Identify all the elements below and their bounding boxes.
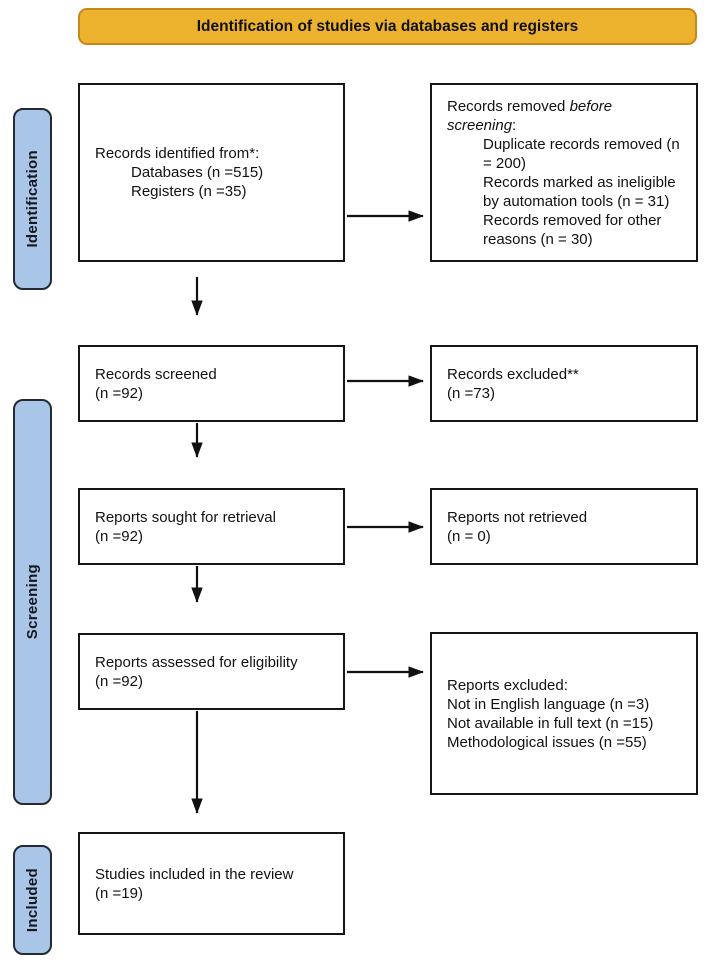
stage-included-text: Included bbox=[24, 867, 41, 933]
box-studies-included bbox=[78, 832, 345, 935]
records-excluded-line2: (n =73) bbox=[447, 384, 495, 402]
reports-not-retrieved-line2: (n = 0) bbox=[447, 527, 491, 545]
records-identified-heading: Records identified from*: bbox=[95, 145, 260, 162]
reports-assessed-line1: Reports assessed for eligibility bbox=[95, 653, 298, 671]
diagram-title-text: Identification of studies via databases and registers bbox=[196, 17, 579, 35]
records-removed-item: Records marked as ineligible by automation tools (n = 31) bbox=[483, 173, 676, 210]
box-records-screened bbox=[78, 345, 345, 422]
box-reports-excluded bbox=[430, 632, 698, 795]
box-reports-sought bbox=[78, 488, 345, 565]
box-records-identified bbox=[78, 83, 345, 262]
stage-label-screening bbox=[13, 399, 52, 805]
records-removed-heading bbox=[447, 97, 680, 135]
stage-label-included bbox=[13, 845, 52, 955]
records-identified-item: Databases (n =515) bbox=[131, 164, 264, 181]
box-reports-assessed bbox=[78, 633, 345, 710]
diagram-title-banner bbox=[78, 8, 697, 45]
stage-identification-text: Identification bbox=[24, 150, 41, 248]
reports-excluded-item: Not available in full text (n =15) bbox=[447, 714, 654, 732]
reports-excluded-item: Not in English language (n =3) bbox=[447, 695, 650, 713]
reports-sought-line2: (n =92) bbox=[95, 527, 143, 545]
records-removed-heading-suffix: : bbox=[512, 116, 517, 134]
box-reports-not-retrieved bbox=[430, 488, 698, 565]
records-identified-item: Registers (n =35) bbox=[131, 183, 247, 200]
reports-not-retrieved-line1: Reports not retrieved bbox=[447, 508, 588, 526]
studies-included-line2: (n =19) bbox=[95, 884, 143, 902]
studies-included-line1: Studies included in the review bbox=[95, 865, 294, 883]
reports-excluded-item: Methodological issues (n =55) bbox=[447, 733, 647, 751]
stage-screening-text: Screening bbox=[24, 564, 41, 640]
stage-label-identification bbox=[13, 108, 52, 290]
records-removed-heading-italic: before screening bbox=[447, 97, 613, 134]
box-records-removed bbox=[430, 83, 698, 262]
records-removed-item: Records removed for other reasons (n = 30) bbox=[483, 211, 662, 248]
records-excluded-line1: Records excluded** bbox=[447, 365, 579, 383]
records-removed-item: Duplicate records removed (n = 200) bbox=[483, 135, 680, 172]
records-removed-heading-prefix: Records removed bbox=[447, 97, 570, 115]
reports-sought-line1: Reports sought for retrieval bbox=[95, 508, 276, 526]
records-screened-line1: Records screened bbox=[95, 365, 217, 383]
box-records-excluded bbox=[430, 345, 698, 422]
reports-excluded-heading: Reports excluded: bbox=[447, 676, 568, 694]
reports-assessed-line2: (n =92) bbox=[95, 672, 143, 690]
records-screened-line2: (n =92) bbox=[95, 384, 143, 402]
